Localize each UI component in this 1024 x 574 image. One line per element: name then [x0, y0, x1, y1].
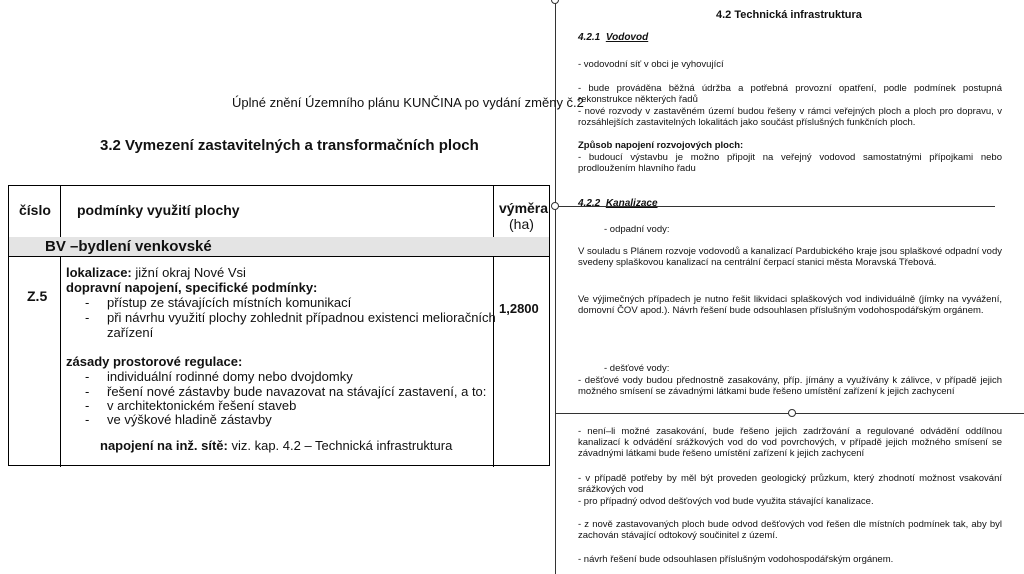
document-header: Úplné znění Územního plánu KUNČINA po vydání změny č.2 [232, 95, 584, 110]
heading-vodovod-text: Vodovod [605, 32, 649, 43]
column-header-unit: (ha) [509, 216, 534, 232]
site-label: napojení na inž. sítě: [100, 438, 228, 453]
lokalizace-line [66, 266, 246, 281]
paragraph: - návrh řešení bude odsouhlasen příslušným vodohospodářským orgánem. [578, 554, 894, 565]
lokalizace-label: lokalizace: [66, 265, 132, 280]
site-connection-line [100, 439, 452, 454]
paragraph: Ve výjimečných případech je nutno řešit likvidaci splaškových vod individuálně (jímky na vyvážení, domovní ČOV apod.). Návrh řešení bude odsouhlasen příslušným vodohospodářským orgánem. [578, 294, 1002, 317]
plot-code: Z.5 [27, 288, 48, 304]
napojeni-label: dopravní napojení, specifické podmínky: [66, 280, 318, 295]
group-label: BV –bydlení venkovské [45, 238, 212, 255]
column-header-podminky: podmínky využití plochy [77, 202, 240, 218]
paragraph: V souladu s Plánem rozvoje vodovodů a kanalizací Pardubického kraje jsou splaškové odpadní vody svedeny splaškovou kanalizací na centrální čerpací stanici města Moravská Třebová. [578, 246, 1002, 269]
column-header-vymera: výměra [499, 200, 549, 216]
lokalizace-value: jižní okraj Nové Vsi [131, 265, 246, 280]
zasady-label: zásady prostorové regulace: [66, 354, 243, 369]
connector-dot [551, 202, 559, 210]
table-divider [60, 186, 61, 467]
zone-table: číslo podmínky využití plochy výměra (ha) BV –bydlení venkovské Z.5 1,2800 lokalizace: jižní okraj Nové Vsi dopravní napojení, specifické podmínky: - přístup ze stávajících místních komunikací - při návrhu využití plochy zohlednit případnou existenci melioračních zařízení zásady prostorové regulace: - individuální rodinné domy nebo dvojdomky - řešení nové zástavby bude navazovat na stávající zastavení, a to: - v architektonickém řešení staveb - ve výškové hladině zástavby napojení na inž. sítě: viz. kap. 4.2 – Technická infrastruktura [8, 185, 550, 466]
heading-vodovod: 4.2.1 Vodovod [578, 32, 649, 43]
connector-dot [788, 409, 796, 417]
paragraph: - z nově zastavovaných ploch bude odvod dešťových vod řešen dle místních podmínek tak, aby byl zachován stávající odtokový součinitel z území. [578, 519, 1002, 542]
paragraph: - odpadní vody: [604, 224, 670, 235]
heading-kanalizace: 4.2.2 Kanalizace [578, 198, 658, 209]
table-divider [493, 256, 494, 467]
paragraph: - dešťové vody budou přednostně zasakovány, příp. jímány a využívány k zálivce, v případě jejich možného smísení se závadnými látkami bude řešeno umístění zařízení k jejich zachycení [578, 375, 1002, 398]
connector-dot [551, 0, 559, 4]
paragraph: - pro případný odvod dešťových vod bude využita stávající kanalizace. [578, 496, 874, 507]
paragraph: - dešťové vody: [604, 363, 670, 374]
table-divider [493, 186, 494, 237]
right-page-title: 4.2 Technická infrastruktura [716, 9, 862, 21]
paragraph: - nové rozvody v zastavěném území budou řešeny v rámci veřejných ploch a ploch pro dopravu, v rozsáhlejších zastavitelných lokalitách jako součást příslušných funkčních ploch. [578, 106, 1002, 129]
paragraph: - v případě potřeby by měl být proveden geologický průzkum, který zhodnotí možnost vsakování srážkových vod [578, 473, 1002, 496]
table-divider [9, 256, 549, 257]
column-header-cislo: číslo [19, 202, 51, 218]
site-value: viz. kap. 4.2 – Technická infrastruktura [227, 438, 453, 453]
paragraph: - bude prováděna běžná údržba a potřebná provozní opatření, podle podmínek postupná rekonstrukce některých řadů [578, 83, 1002, 106]
section-title: 3.2 Vymezení zastavitelných a transformačních ploch [100, 137, 479, 154]
connector-vertical [555, 0, 556, 574]
paragraph: - budoucí výstavbu je možno připojit na veřejný vodovod samostatnými přípojkami nebo prodloužením hlavního řadu [578, 152, 1002, 175]
paragraph-label: Způsob napojení rozvojových ploch: [578, 140, 744, 151]
paragraph: - vodovodní síť v obci je vyhovující [578, 59, 724, 70]
plot-area: 1,2800 [499, 301, 539, 316]
heading-kanalizace-text: Kanalizace [605, 198, 658, 209]
paragraph: - není–li možné zasakování, bude řešeno jejich zadržování a regulované odvádění oddílnou kanalizací k odvádění srážkových vod do vod povrchových, v případě jejich možného smísení se závadnými látkami bude řešeno umístění zařízení k jejich zachycení [578, 426, 1002, 460]
